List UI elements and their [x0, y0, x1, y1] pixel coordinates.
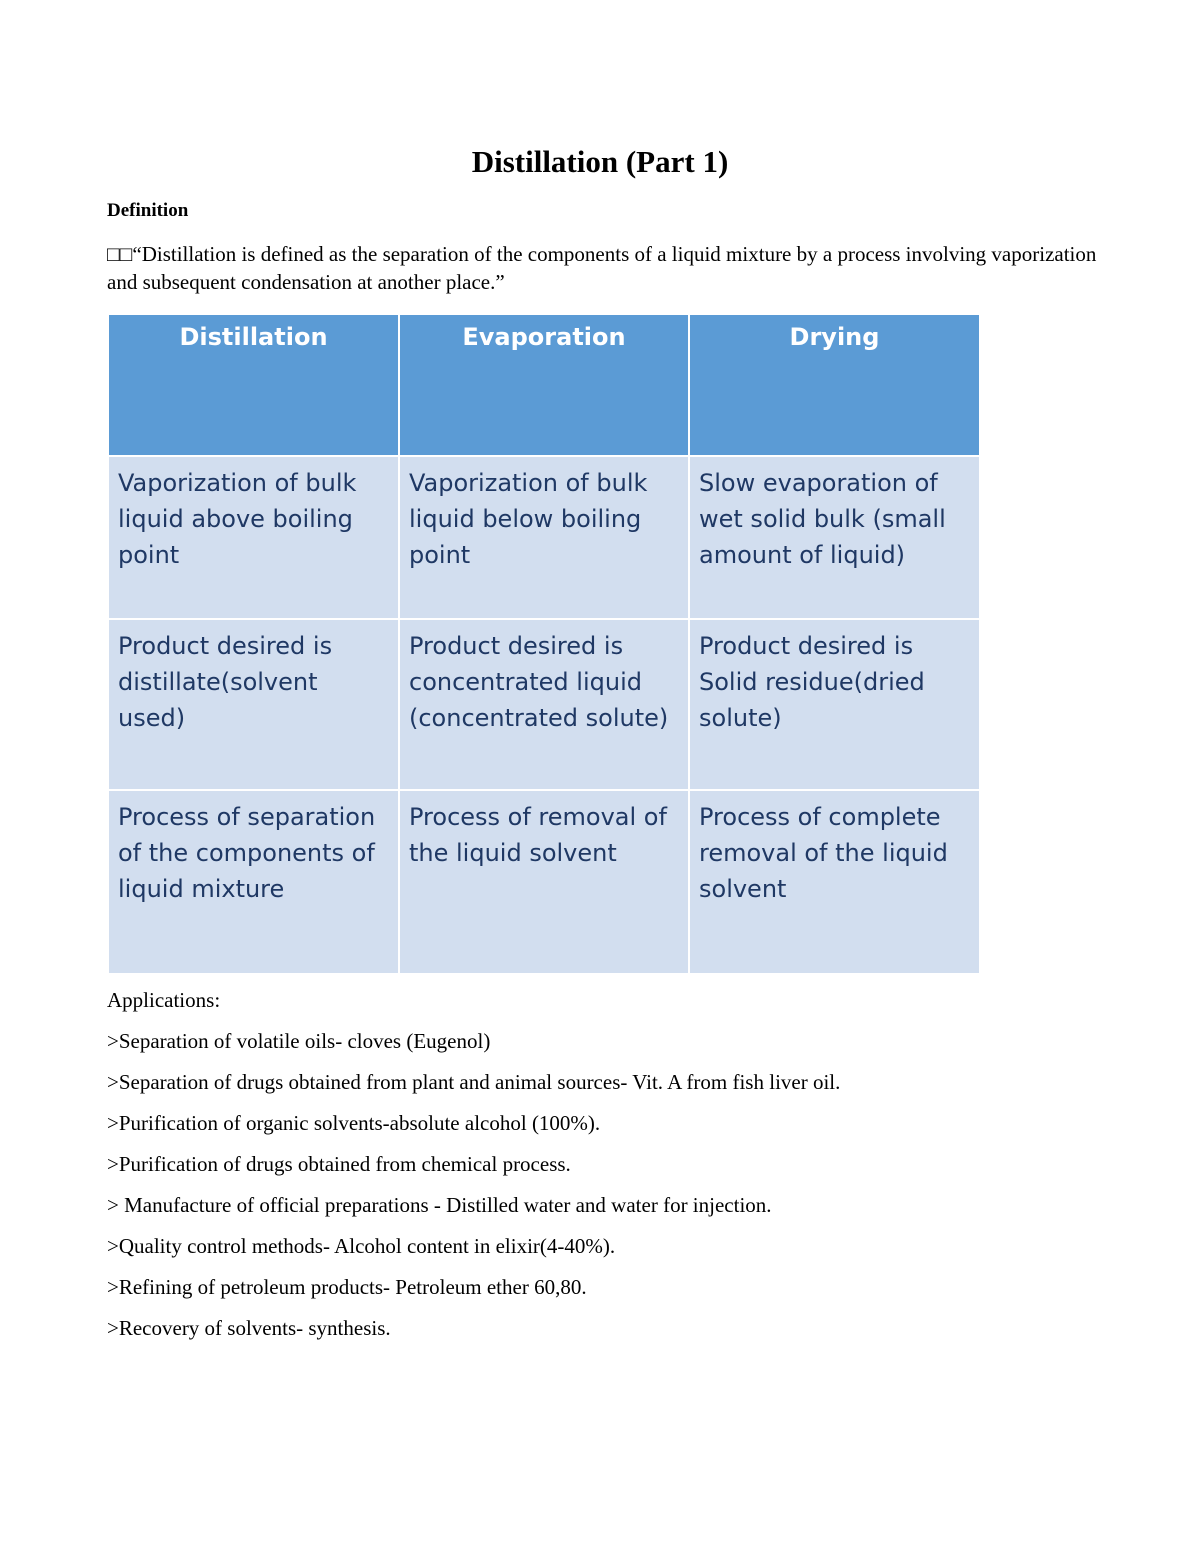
comparison-table [107, 313, 981, 975]
applications-list [107, 1027, 1107, 1355]
applications-heading: Applications: [107, 988, 221, 1012]
header-label: Evaporation [462, 323, 626, 351]
header-cell-evaporation [399, 314, 689, 456]
cell-text: Slow evaporation of wet solid bulk (small amount of liquid) [699, 469, 946, 569]
list-item: >Separation of drugs obtained from plant and animal sources- Vit. A from fish liver oil. [107, 1070, 841, 1094]
table-header-row [108, 314, 980, 456]
cell-text: Process of complete removal of the liquid solvent [699, 803, 948, 903]
table-cell [108, 790, 399, 974]
list-item: >Separation of volatile oils- cloves (Eugenol) [107, 1029, 491, 1053]
table-cell [108, 619, 399, 790]
table-cell [689, 790, 980, 974]
definition-text: □□“Distillation is defined as the separation of the components of a liquid mixture by a process involving vaporization and subsequent condensation at another place.” [107, 242, 1097, 294]
list-item: >Purification of drugs obtained from chemical process. [107, 1152, 571, 1176]
header-label: Distillation [179, 323, 328, 351]
list-item: >Purification of organic solvents-absolute alcohol (100%). [107, 1111, 601, 1135]
list-item: >Quality control methods- Alcohol content in elixir(4-40%). [107, 1234, 616, 1258]
cell-text: Product desired is concentrated liquid (concentrated solute) [409, 632, 669, 732]
cell-text: Vaporization of bulk liquid above boiling point [118, 469, 357, 569]
table-row [108, 456, 980, 619]
table-cell [108, 456, 399, 619]
cell-text: Vaporization of bulk liquid below boiling point [409, 469, 648, 569]
definition-heading: Definition [107, 200, 189, 221]
table-cell [689, 456, 980, 619]
page-title: Distillation (Part 1) [471, 144, 729, 179]
table-row [108, 619, 980, 790]
table-cell [399, 456, 689, 619]
table-cell [689, 619, 980, 790]
header-cell-distillation [108, 314, 399, 456]
cell-text: Process of separation of the components of liquid mixture [118, 803, 376, 903]
cell-text: Product desired is distillate(solvent used) [118, 632, 333, 732]
list-item: >Recovery of solvents- synthesis. [107, 1316, 391, 1340]
cell-text: Process of removal of the liquid solvent [409, 803, 667, 867]
table-cell [399, 619, 689, 790]
list-item: > Manufacture of official preparations - Distilled water and water for injection. [107, 1193, 772, 1217]
table-cell [399, 790, 689, 974]
cell-text: Product desired is Solid residue(dried solute) [699, 632, 925, 732]
header-label: Drying [789, 323, 880, 351]
table-row [108, 790, 980, 974]
header-cell-drying [689, 314, 980, 456]
list-item: >Refining of petroleum products- Petroleum ether 60,80. [107, 1275, 587, 1299]
